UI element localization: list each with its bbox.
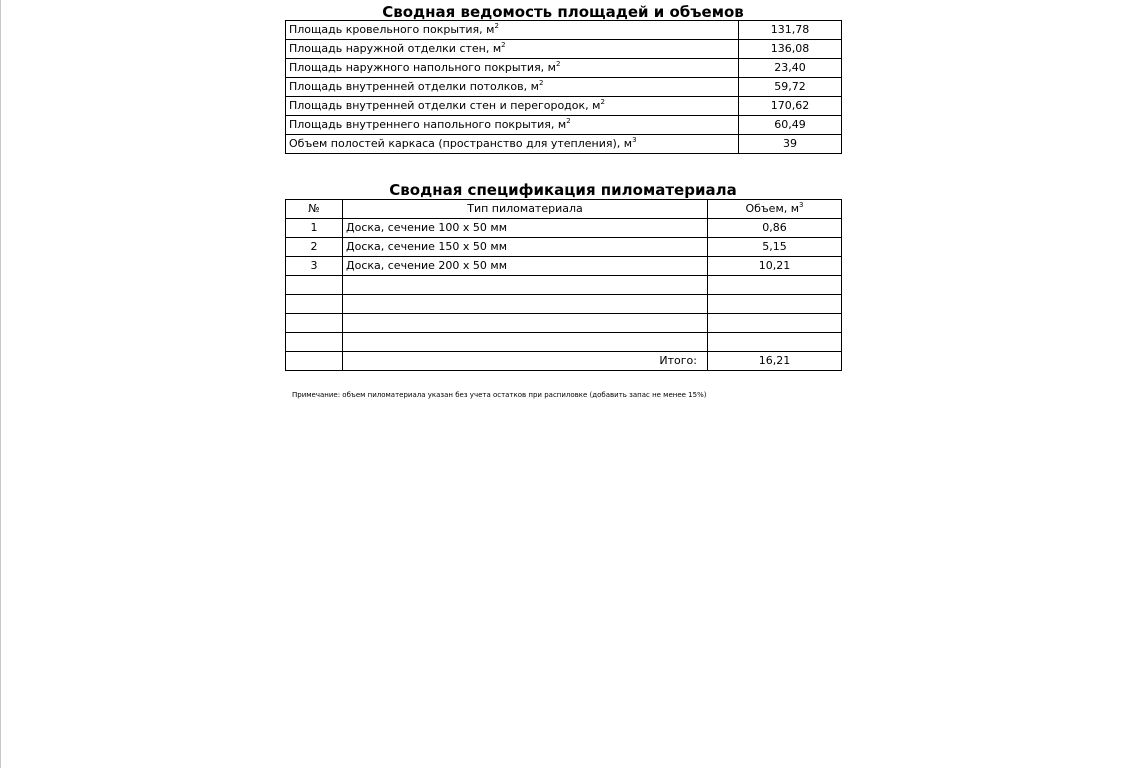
areas-row-unit-power: 2 — [555, 60, 561, 68]
total-label: Итого: — [343, 352, 708, 371]
lumber-row-type: Доска, сечение 150 х 50 мм — [343, 238, 708, 257]
lumber-row — [286, 314, 842, 333]
lumber-row-num — [286, 314, 343, 333]
areas-row-value: 23,40 — [739, 59, 842, 78]
lumber-row-type — [343, 276, 708, 295]
areas-row-value: 170,62 — [739, 97, 842, 116]
lumber-row — [286, 295, 842, 314]
areas-row-label — [286, 59, 739, 78]
total-empty-cell — [286, 352, 343, 371]
areas-row-unit-power: 2 — [501, 41, 506, 49]
lumber-row — [286, 257, 842, 276]
areas-row-label — [286, 135, 739, 154]
areas-table-title: Сводная ведомость площадей и объемов — [382, 3, 744, 21]
lumber-row-type — [343, 314, 708, 333]
areas-row-label-text: Площадь внутреннего напольного покрытия, м — [289, 118, 567, 131]
lumber-row-type — [343, 295, 708, 314]
areas-row-value: 59,72 — [739, 78, 842, 97]
total-value: 16,21 — [708, 352, 842, 371]
areas-row-unit-power: 2 — [494, 22, 499, 30]
lumber-row-num — [286, 333, 343, 352]
areas-row — [286, 78, 842, 97]
areas-row-value: 39 — [739, 135, 842, 154]
areas-row-label — [286, 21, 739, 40]
areas-row — [286, 116, 842, 135]
lumber-row-volume: 5,15 — [708, 238, 842, 257]
areas-row-label — [286, 78, 739, 97]
areas-row-label-text: Площадь кровельного покрытия, м — [289, 23, 495, 36]
header-volume-label: Объем, м — [745, 202, 800, 215]
areas-row — [286, 59, 842, 78]
header-volume-power: 3 — [799, 201, 804, 209]
areas-row-label-text: Объем полостей каркаса (пространство для утепления), м — [289, 137, 633, 150]
lumber-row-volume — [708, 276, 842, 295]
areas-row-label-text: Площадь внутренней отделки потолков, м — [289, 80, 539, 93]
lumber-row-volume — [708, 333, 842, 352]
areas-row-value: 136,08 — [739, 40, 842, 59]
lumber-table — [285, 199, 842, 371]
footnote: Примечание: объем пиломатериала указан без учета остатков при распиловке (добавить запас не менее 15%) — [292, 391, 707, 399]
areas-row-label-text: Площадь наружного напольного покрытия, м — [289, 61, 556, 74]
lumber-row-type — [343, 333, 708, 352]
lumber-row-volume — [708, 295, 842, 314]
areas-row-value: 60,49 — [739, 116, 842, 135]
areas-row-label-text: Площадь наружной отделки стен, м — [289, 42, 502, 55]
lumber-row — [286, 219, 842, 238]
header-volume — [708, 200, 842, 219]
lumber-row-num: 1 — [286, 219, 343, 238]
areas-row-unit-power: 2 — [566, 117, 571, 125]
lumber-header-row — [286, 200, 842, 219]
lumber-table-title: Сводная спецификация пиломатериала — [389, 181, 737, 199]
areas-row-label — [286, 116, 739, 135]
page-left-edge — [0, 0, 1, 768]
header-num: № — [286, 200, 343, 219]
lumber-total-row — [286, 352, 842, 371]
areas-row-unit-power: 2 — [600, 98, 605, 106]
areas-row-unit-power: 2 — [538, 79, 544, 87]
areas-row — [286, 97, 842, 116]
areas-row-unit-power: 3 — [632, 136, 637, 144]
lumber-row — [286, 238, 842, 257]
lumber-row-volume: 0,86 — [708, 219, 842, 238]
lumber-row-volume — [708, 314, 842, 333]
header-type: Тип пиломатериала — [343, 200, 708, 219]
areas-row-label — [286, 40, 739, 59]
lumber-row-num: 3 — [286, 257, 343, 276]
areas-row-value: 131,78 — [739, 21, 842, 40]
areas-row-label — [286, 97, 739, 116]
lumber-row-type: Доска, сечение 200 х 50 мм — [343, 257, 708, 276]
lumber-row — [286, 276, 842, 295]
areas-row — [286, 21, 842, 40]
areas-row — [286, 135, 842, 154]
lumber-row — [286, 333, 842, 352]
areas-row — [286, 40, 842, 59]
lumber-row-num — [286, 295, 343, 314]
lumber-row-num: 2 — [286, 238, 343, 257]
areas-table — [285, 20, 842, 154]
lumber-row-num — [286, 276, 343, 295]
lumber-row-volume: 10,21 — [708, 257, 842, 276]
areas-row-label-text: Площадь внутренней отделки стен и перегородок, м — [289, 99, 601, 112]
lumber-row-type: Доска, сечение 100 х 50 мм — [343, 219, 708, 238]
